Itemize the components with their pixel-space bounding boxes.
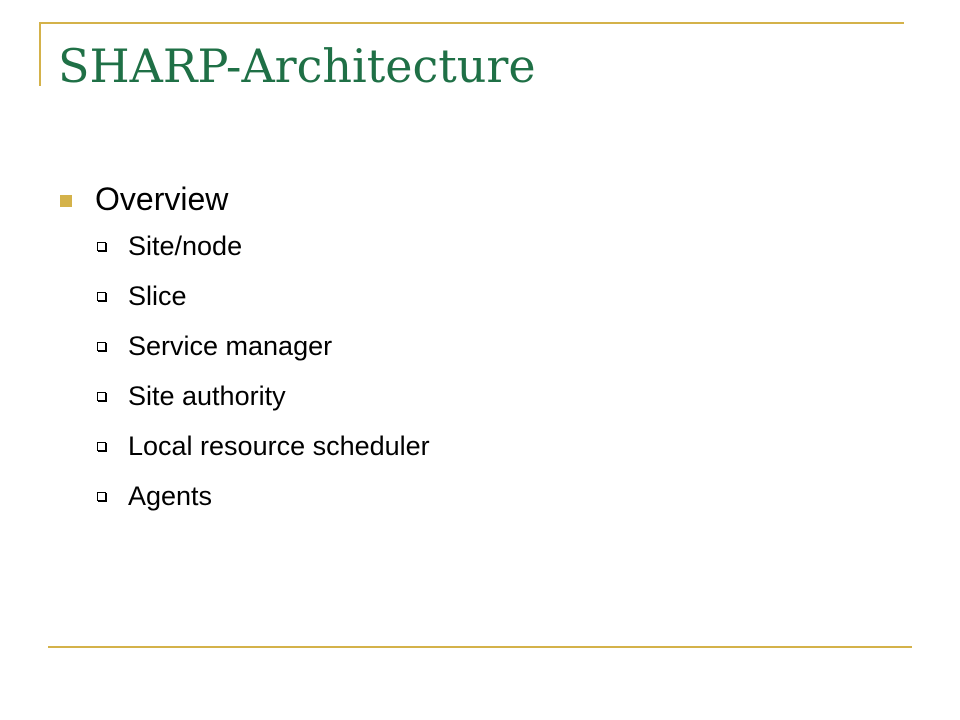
hollow-square-bullet-icon: [97, 492, 106, 501]
hollow-square-bullet-icon: [97, 392, 106, 401]
hollow-square-bullet-icon: [97, 292, 106, 301]
hollow-square-bullet-icon: [97, 242, 106, 251]
top-divider: [40, 22, 904, 24]
sub-item-label: Slice: [128, 281, 187, 311]
bullet-list: [60, 176, 880, 528]
sub-list-item: [60, 378, 880, 428]
sub-list-item: [60, 328, 880, 378]
left-divider: [39, 22, 41, 86]
filled-square-bullet-icon: [60, 195, 72, 207]
sub-item-label: Agents: [128, 481, 213, 511]
list-item-overview: [60, 176, 880, 224]
bullet-label: Overview: [95, 181, 229, 217]
sub-list-item: [60, 278, 880, 328]
slide-title: SHARP-Architecture: [58, 39, 536, 93]
hollow-square-bullet-icon: [97, 442, 106, 451]
sub-item-label: Service manager: [128, 331, 333, 361]
sub-item-label: Local resource scheduler: [128, 431, 430, 461]
sub-list-item: [60, 478, 880, 528]
sub-bullet-list: [60, 228, 880, 528]
hollow-square-bullet-icon: [97, 342, 106, 351]
sub-item-label: Site/node: [128, 231, 243, 261]
sub-item-label: Site authority: [128, 381, 286, 411]
sub-list-item: [60, 228, 880, 278]
sub-list-item: [60, 428, 880, 478]
bottom-divider: [48, 646, 912, 648]
